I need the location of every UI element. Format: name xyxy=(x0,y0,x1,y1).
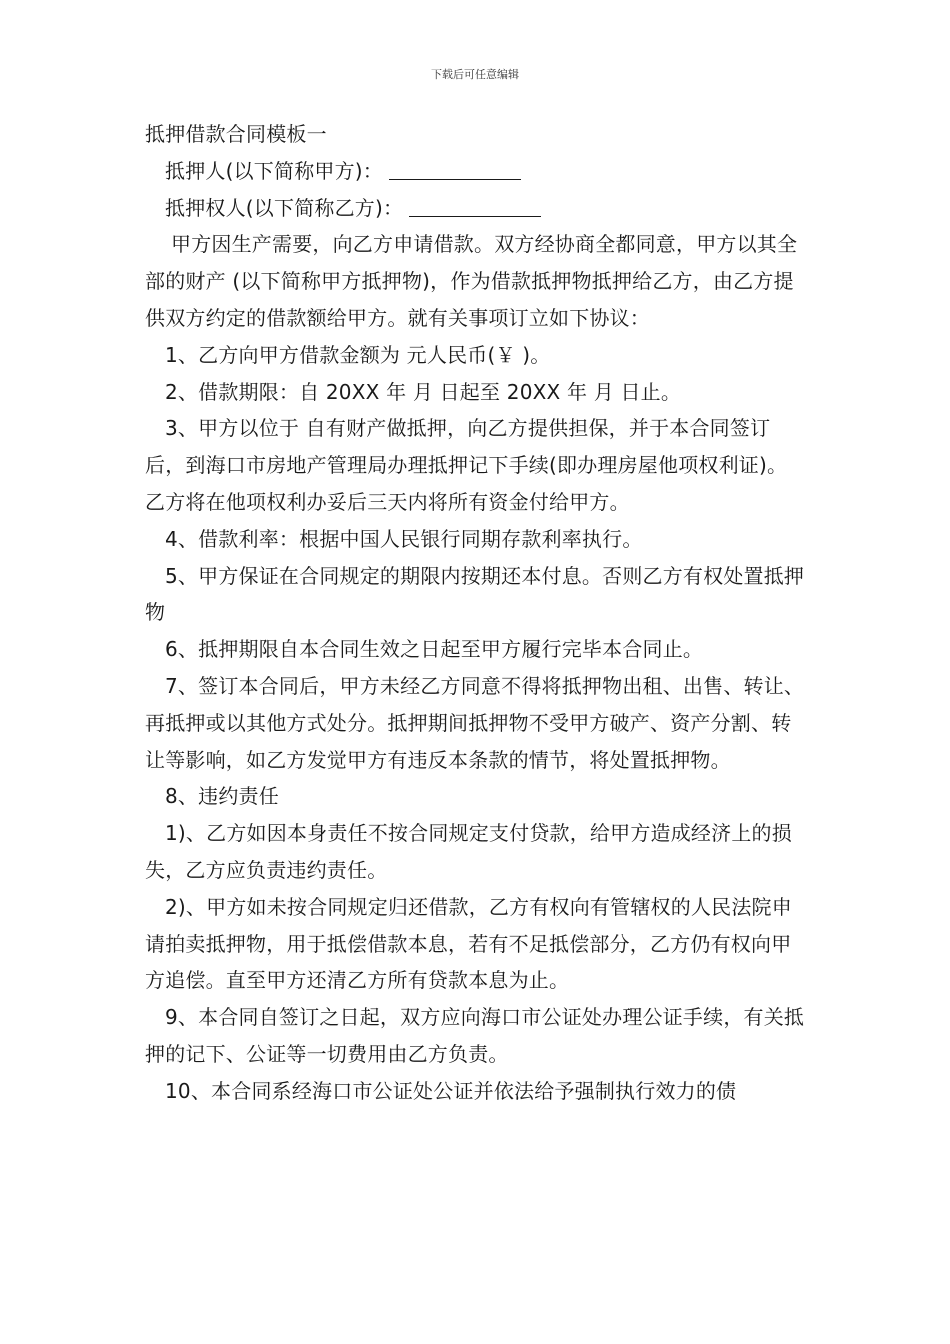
clause-5: 5、甲方保证在合同规定的期限内按期还本付息。否则乙方有权处置抵押物 xyxy=(145,563,805,625)
party-b-line xyxy=(145,190,807,227)
party-a-line xyxy=(145,153,807,190)
clause-2: 2、借款期限：自 20XX 年 月 日起至 20XX 年 月 日止。 xyxy=(165,379,682,404)
header-note: 下载后可任意编辑 xyxy=(431,68,519,81)
document-title: 抵押借款合同模板一 xyxy=(145,122,327,146)
clause-1: 1、乙方向甲方借款金额为 元人民币(￥ )。 xyxy=(165,342,551,367)
document-body xyxy=(145,116,807,1110)
party-b-blank xyxy=(409,196,541,217)
clause-3: 3、甲方以位于 自有财产做抵押，向乙方提供担保，并于本合同签订后，到海口市房地产管理局办理抵押记下手续(即办理房屋他项权利证)。乙方将在他项权利办妥后三天内将所有资金付给甲方。 xyxy=(145,416,788,514)
party-b-label: 抵押权人(以下简称乙方)： xyxy=(165,195,404,220)
intro-paragraph: 甲方因生产需要，向乙方申请借款。双方经协商全都同意，甲方以其全部的财产 (以下简称甲方抵押物)，作为借款抵押物抵押给乙方，由乙方提供双方约定的借款额给甲方。就有关事项订立如下协议： xyxy=(145,232,798,330)
clause-8: 8、违约责任 xyxy=(165,784,279,809)
clause-7: 7、签订本合同后，甲方未经乙方同意不得将抵押物出租、出售、转让、再抵押或以其他方式处分。抵押期间抵押物不受甲方破产、资产分割、转让等影响，如乙方发觉甲方有违反本条款的情节，将处置抵押物。 xyxy=(145,673,805,772)
clause-10: 10、本合同系经海口市公证处公证并依法给予强制执行效力的债 xyxy=(165,1078,737,1103)
sub-clause-1: 1)、乙方如因本身责任不按合同规定支付贷款，给甲方造成经济上的损失，乙方应负责违约责任。 xyxy=(145,821,792,882)
clause-4: 4、借款利率：根据中国人民银行同期存款利率执行。 xyxy=(165,526,643,551)
party-a-blank xyxy=(389,159,521,180)
sub-clause-2: 2)、甲方如未按合同规定归还借款，乙方有权向有管辖权的人民法院申请拍卖抵押物，用于抵偿借款本息，若有不足抵偿部分，乙方仍有权向甲方追偿。直至甲方还清乙方所有贷款本息为止。 xyxy=(145,894,792,993)
clause-9: 9、本合同自签订之日起，双方应向海口市公证处办理公证手续，有关抵押的记下、公证等一切费用由乙方负责。 xyxy=(145,1005,805,1066)
party-a-label: 抵押人(以下简称甲方)： xyxy=(165,158,384,183)
clause-6: 6、抵押期限自本合同生效之日起至甲方履行完毕本合同止。 xyxy=(165,637,704,662)
